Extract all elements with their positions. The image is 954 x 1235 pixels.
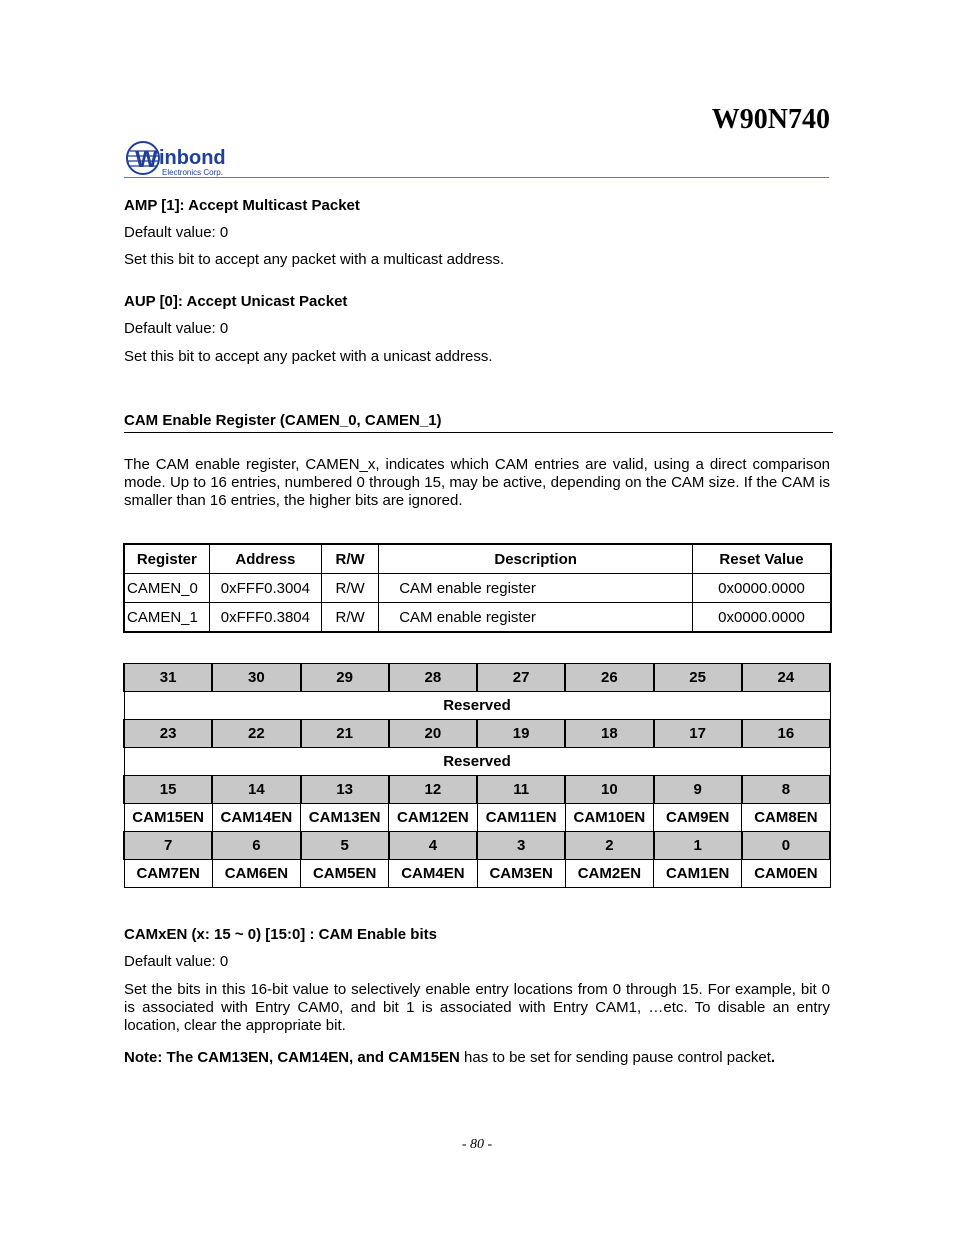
cam-section-heading: CAM Enable Register (CAMEN_0, CAMEN_1) [124,412,442,429]
header-address: Address [209,544,321,574]
bit-number: 23 [124,720,212,748]
bit-field: CAM9EN [654,804,742,832]
bit-number: 19 [477,720,565,748]
cell-reset-value: 0x0000.0000 [693,603,831,633]
bit-field: CAM4EN [389,860,477,888]
bit-number-row [124,720,830,748]
bit-number: 8 [742,776,830,804]
cell-reset-value: 0x0000.0000 [693,574,831,603]
bit-number: 29 [301,664,389,692]
amp-heading: AMP [1]: Accept Multicast Packet [124,197,360,214]
camxen-heading: CAMxEN (x: 15 ~ 0) [15:0] : CAM Enable bits [124,926,437,943]
bit-field: CAM3EN [477,860,565,888]
bit-number-row [124,664,830,692]
reserved-field: Reserved [124,748,830,776]
table-row [124,603,831,633]
bit-number: 20 [389,720,477,748]
amp-default: Default value: 0 [124,224,229,241]
bit-map-table [123,663,831,888]
bit-number: 6 [212,832,300,860]
aup-heading: AUP [0]: Accept Unicast Packet [124,293,348,310]
winbond-logo [126,139,266,179]
cam-section-intro: The CAM enable register, CAMEN_x, indicates which CAM entries are valid, using a direct comparison mode. Up to 16 entries, numbered 0 through 15, may be active, depending on the CAM size. If the CAM is smaller than 16 entries, the higher bits are ignored. [124,456,830,509]
bit-number: 12 [389,776,477,804]
reserved-field: Reserved [124,692,830,720]
bit-number: 11 [477,776,565,804]
aup-description: Set this bit to accept any packet with a unicast address. [124,348,493,365]
bit-number: 18 [565,720,653,748]
bit-field: CAM14EN [212,804,300,832]
bit-number: 15 [124,776,212,804]
header-description: Description [379,544,693,574]
bit-field: CAM12EN [389,804,477,832]
header-rule [124,177,829,178]
bit-number: 16 [742,720,830,748]
cell-register: CAMEN_0 [124,574,209,603]
bit-field: CAM10EN [565,804,653,832]
bit-number: 28 [389,664,477,692]
register-table [123,543,832,633]
bit-field: CAM5EN [301,860,389,888]
bit-number: 30 [212,664,300,692]
bit-number: 10 [565,776,653,804]
table-row [124,574,831,603]
bit-number: 21 [301,720,389,748]
bit-field: CAM6EN [212,860,300,888]
bit-number: 22 [212,720,300,748]
bit-number: 0 [742,832,830,860]
bit-number: 3 [477,832,565,860]
bit-field-row [124,804,830,832]
bit-field: CAM15EN [124,804,212,832]
bit-number: 31 [124,664,212,692]
bit-number: 5 [301,832,389,860]
winbond-logo-graphic [126,139,266,179]
camxen-description: Set the bits in this 16-bit value to selectively enable entry locations from 0 through 15. For example, bit 0 is associated with Entry CAM0, and bit 1 is associated with Entry CAM1, …etc. To disable an entry location, clear the appropriate bit. [124,981,830,1034]
bit-number: 25 [654,664,742,692]
svg-text:W: W [135,146,158,173]
bit-number: 17 [654,720,742,748]
bit-field: CAM2EN [565,860,653,888]
camxen-note [124,1049,830,1067]
aup-default: Default value: 0 [124,320,229,337]
bit-field: CAM1EN [654,860,742,888]
bit-field-row [124,860,830,888]
amp-description: Set this bit to accept any packet with a multicast address. [124,251,505,268]
bit-number: 1 [654,832,742,860]
bit-number-row [124,776,830,804]
header-rw: R/W [322,544,379,574]
bit-field: CAM13EN [301,804,389,832]
bit-number: 24 [742,664,830,692]
bit-field: CAM11EN [477,804,565,832]
page-number: - 80 - [461,1137,493,1152]
cell-address: 0xFFF0.3004 [209,574,321,603]
bit-field: CAM0EN [742,860,830,888]
bit-field: CAM7EN [124,860,212,888]
bit-number: 2 [565,832,653,860]
note-text: has to be set for sending pause control packet [459,1049,771,1066]
bit-number: 7 [124,832,212,860]
cell-description: CAM enable register [379,574,693,603]
header-reset-value: Reset Value [693,544,831,574]
cell-description: CAM enable register [379,603,693,633]
register-table-header [124,544,831,574]
cell-rw: R/W [322,603,379,633]
cell-address: 0xFFF0.3804 [209,603,321,633]
document-title: W90N740 [711,104,830,135]
note-end: . [770,1049,776,1066]
bit-number: 9 [654,776,742,804]
bit-field-row [124,692,830,720]
cell-rw: R/W [322,574,379,603]
bit-number: 27 [477,664,565,692]
bit-field: CAM8EN [742,804,830,832]
bit-number: 13 [301,776,389,804]
svg-text:Electronics Corp.: Electronics Corp. [162,168,223,177]
bit-field-row [124,748,830,776]
svg-text:inbond: inbond [159,147,226,169]
cell-register: CAMEN_1 [124,603,209,633]
header-register: Register [124,544,209,574]
bit-number: 14 [212,776,300,804]
bit-number: 26 [565,664,653,692]
bit-number: 4 [389,832,477,860]
note-bold-text: Note: The CAM13EN, CAM14EN, and CAM15EN [124,1049,460,1066]
camxen-default: Default value: 0 [124,953,229,970]
bit-number-row [124,832,830,860]
section-rule [124,432,833,433]
